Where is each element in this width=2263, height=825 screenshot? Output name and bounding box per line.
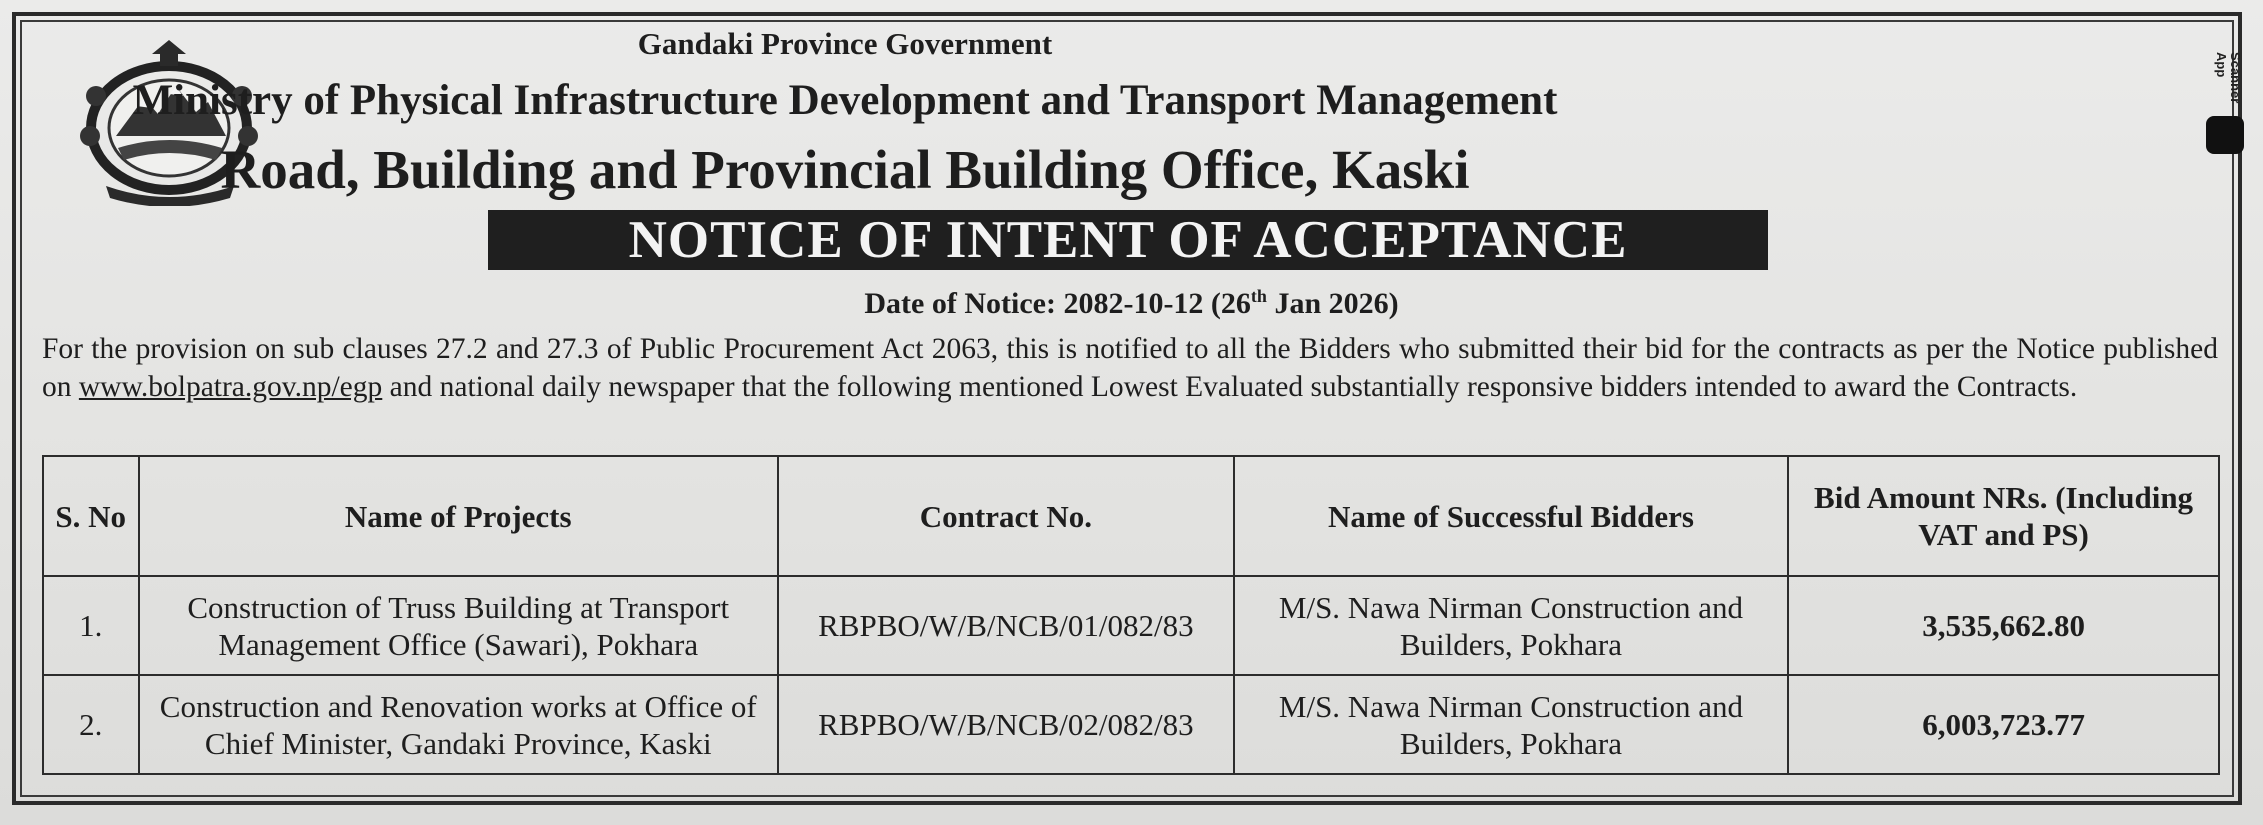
notice-date-prefix: Date of Notice: 2082-10-12 (26 bbox=[864, 287, 1251, 320]
row-project: Construction and Renovation works at Office of Chief Minister, Gandaki Province, Kaski bbox=[139, 675, 779, 774]
row-amount: 6,003,723.77 bbox=[1788, 675, 2219, 774]
bolpatra-link[interactable]: www.bolpatra.gov.np/egp bbox=[78, 371, 383, 403]
body-text-before-link: For the provision on sub clauses 27.2 and 27.3 of Public Procurement Act 2063, this is notified to all the Bidders who submitted their bid for the contracts as per the Notice published on bbox=[42, 333, 2218, 403]
row-sn: 2. bbox=[43, 675, 139, 774]
header-project: Name of Projects bbox=[139, 456, 779, 576]
table-row bbox=[43, 675, 2219, 774]
notice-date-suffix: Jan 2026) bbox=[1266, 287, 1399, 320]
award-table bbox=[42, 455, 2220, 775]
table-header-row bbox=[43, 456, 2219, 576]
row-project: Construction of Truss Building at Transport Management Office (Sawari), Pokhara bbox=[139, 576, 779, 675]
scanner-app-logo-icon bbox=[2206, 116, 2244, 154]
row-contract: RBPBO/W/B/NCB/02/082/83 bbox=[778, 675, 1234, 774]
table-row bbox=[43, 576, 2219, 675]
row-contract: RBPBO/W/B/NCB/01/082/83 bbox=[778, 576, 1234, 675]
notice-date bbox=[0, 286, 2263, 321]
row-sn: 1. bbox=[43, 576, 139, 675]
office-name: Road, Building and Provincial Building Office, Kaski bbox=[220, 139, 1470, 200]
header-sn: S. No bbox=[43, 456, 139, 576]
watermark-text: Scanner App bbox=[2214, 52, 2243, 104]
scanner-app-watermark bbox=[2206, 52, 2244, 164]
header-amount: Bid Amount NRs. (Including VAT and PS) bbox=[1788, 456, 2219, 576]
notice-title: NOTICE OF INTENT OF ACCEPTANCE bbox=[488, 210, 1768, 270]
notice-date-sup: th bbox=[1250, 286, 1267, 306]
body-text-after-link: and national daily newspaper that the following mentioned Lowest Evaluated substantially responsive bidders intended to award the Contracts. bbox=[382, 371, 2078, 403]
header-bidder: Name of Successful Bidders bbox=[1234, 456, 1788, 576]
row-bidder: M/S. Nawa Nirman Construction and Builders, Pokhara bbox=[1234, 576, 1788, 675]
header-contract: Contract No. bbox=[778, 456, 1234, 576]
province-name: Gandaki Province Government bbox=[637, 26, 1053, 61]
notice-body bbox=[42, 330, 2218, 406]
ministry-name: Ministry of Physical Infrastructure Development and Transport Management bbox=[132, 77, 1558, 124]
row-bidder: M/S. Nawa Nirman Construction and Builders, Pokhara bbox=[1234, 675, 1788, 774]
row-amount: 3,535,662.80 bbox=[1788, 576, 2219, 675]
